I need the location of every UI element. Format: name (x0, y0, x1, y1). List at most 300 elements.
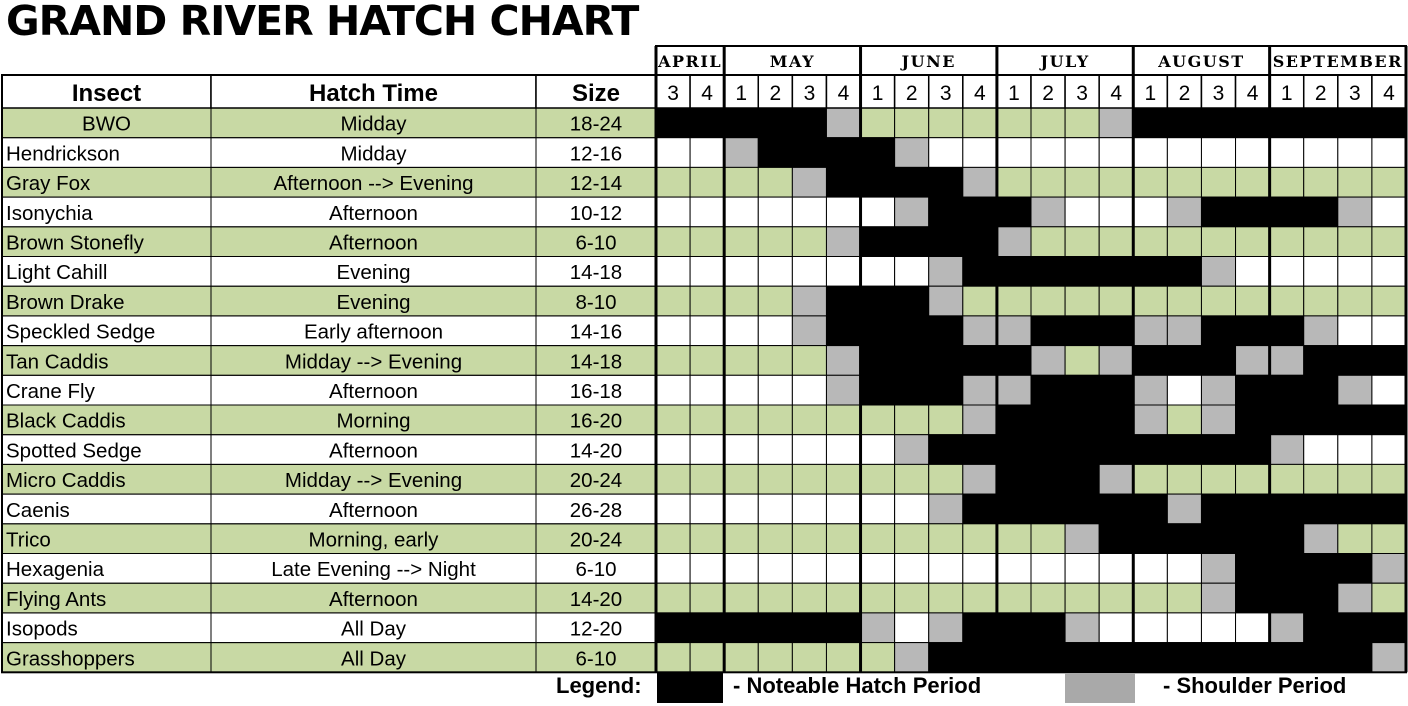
week-cell (1201, 643, 1235, 673)
week-cell (1031, 286, 1065, 316)
week-cell (1167, 494, 1201, 524)
hatch-time: Midday (340, 142, 407, 166)
week-cell (690, 138, 724, 168)
insect-name: Brown Stonefly (6, 231, 144, 255)
week-cell (1338, 138, 1372, 168)
week-cell (1304, 405, 1338, 435)
week-cell (1201, 286, 1235, 316)
week-cell (1338, 257, 1372, 287)
week-label: 1 (735, 82, 748, 105)
week-cell (895, 613, 929, 643)
week-cell (826, 464, 860, 494)
week-cell (758, 464, 792, 494)
hatch-time: Afternoon (329, 201, 418, 225)
insect-name: BWO (82, 112, 131, 136)
week-cell (1167, 583, 1201, 613)
hook-size: 6-10 (575, 647, 617, 671)
week-cell (929, 613, 963, 643)
week-cell (1031, 643, 1065, 673)
week-cell (997, 167, 1031, 197)
week-cell (1338, 346, 1372, 376)
week-cell (997, 197, 1031, 227)
week-cell (929, 108, 963, 138)
week-cell (1236, 138, 1270, 168)
week-cell (690, 316, 724, 346)
insect-name: Trico (6, 528, 51, 552)
week-cell (1236, 524, 1270, 554)
week-cell (1031, 346, 1065, 376)
week-cell (997, 464, 1031, 494)
week-cell (997, 583, 1031, 613)
week-cell (826, 583, 860, 613)
hatch-time: Late Evening --> Night (271, 558, 476, 582)
week-cell (1236, 108, 1270, 138)
week-cell (1201, 494, 1235, 524)
week-cell (792, 524, 826, 554)
week-cell (1270, 524, 1304, 554)
hatch-time: Afternoon (329, 380, 418, 403)
week-cell (1031, 435, 1065, 465)
month-label: APRIL (658, 52, 723, 71)
week-cell (792, 316, 826, 346)
column-header: Size (571, 80, 621, 107)
week-cell (1304, 494, 1338, 524)
week-cell (861, 554, 895, 584)
week-label: 2 (1314, 82, 1327, 105)
week-cell (1099, 583, 1133, 613)
hook-size: 8-10 (575, 290, 617, 314)
week-cell (656, 554, 690, 584)
hatch-time: Afternoon (329, 587, 418, 611)
week-cell (1236, 464, 1270, 494)
week-cell (724, 257, 758, 287)
week-cell (1270, 108, 1304, 138)
week-cell (1167, 138, 1201, 168)
week-cell (690, 108, 724, 138)
week-cell (1065, 554, 1099, 584)
week-cell (1133, 227, 1167, 257)
week-cell (1372, 643, 1406, 673)
week-cell (826, 524, 860, 554)
week-cell (1201, 167, 1235, 197)
week-cell (656, 346, 690, 376)
week-cell (690, 554, 724, 584)
week-cell (758, 583, 792, 613)
hook-size: 6-10 (575, 558, 617, 582)
week-cell (1201, 613, 1235, 643)
column-header: Insect (71, 80, 142, 107)
week-cell (826, 316, 860, 346)
week-cell (1065, 167, 1099, 197)
week-cell (1065, 643, 1099, 673)
week-cell (929, 435, 963, 465)
week-cell (1236, 167, 1270, 197)
legend-shoulder-swatch (1065, 673, 1135, 703)
week-cell (792, 435, 826, 465)
week-cell (1338, 494, 1372, 524)
week-cell (1201, 227, 1235, 257)
week-cell (861, 613, 895, 643)
week-cell (1236, 197, 1270, 227)
week-cell (1099, 375, 1133, 405)
week-cell (1031, 167, 1065, 197)
month-label: SEPTEMBER (1272, 52, 1403, 71)
insect-name: Isonychia (6, 201, 93, 225)
week-cell (656, 286, 690, 316)
week-cell (997, 494, 1031, 524)
week-cell (963, 257, 997, 287)
hook-size: 14-18 (569, 350, 623, 374)
week-cell (1304, 524, 1338, 554)
week-cell (1304, 108, 1338, 138)
week-cell (1338, 316, 1372, 346)
week-cell (1236, 375, 1270, 405)
hook-size: 6-10 (575, 231, 617, 255)
hatch-time: Afternoon (329, 439, 418, 463)
week-cell (1236, 613, 1270, 643)
week-label: 3 (803, 82, 816, 105)
week-cell (758, 197, 792, 227)
week-cell (1167, 197, 1201, 227)
week-cell (792, 583, 826, 613)
week-cell (963, 375, 997, 405)
week-cell (1236, 643, 1270, 673)
week-cell (690, 613, 724, 643)
week-cell (1304, 346, 1338, 376)
week-cell (1133, 375, 1167, 405)
insect-name: Spotted Sedge (6, 439, 142, 463)
week-cell (690, 257, 724, 287)
week-cell (929, 167, 963, 197)
week-cell (929, 405, 963, 435)
week-cell (1372, 524, 1406, 554)
week-cell (724, 643, 758, 673)
hatch-time: Early afternoon (303, 320, 444, 344)
week-cell (1099, 197, 1133, 227)
week-cell (1338, 108, 1372, 138)
week-cell (1201, 138, 1235, 168)
week-label: 3 (1076, 82, 1088, 105)
week-cell (1031, 375, 1065, 405)
week-label: 1 (1008, 82, 1020, 105)
week-cell (1270, 257, 1304, 287)
week-cell (792, 138, 826, 168)
week-cell (1304, 138, 1338, 168)
week-cell (895, 257, 929, 287)
week-cell (997, 435, 1031, 465)
week-cell (1338, 524, 1372, 554)
week-cell (997, 613, 1031, 643)
week-cell (1133, 257, 1167, 287)
week-cell (1236, 405, 1270, 435)
week-cell (1270, 286, 1304, 316)
week-cell (1236, 554, 1270, 584)
week-cell (1065, 227, 1099, 257)
week-cell (895, 108, 929, 138)
week-cell (656, 375, 690, 405)
hatch-time: Evening (336, 261, 411, 285)
week-cell (1304, 643, 1338, 673)
week-cell (963, 316, 997, 346)
hook-size: 14-20 (569, 587, 623, 611)
week-cell (1167, 286, 1201, 316)
week-cell (861, 405, 895, 435)
week-cell (1133, 346, 1167, 376)
week-cell (1372, 375, 1406, 405)
week-cell (758, 316, 792, 346)
week-cell (997, 108, 1031, 138)
week-cell (1372, 257, 1406, 287)
week-cell (792, 554, 826, 584)
insect-name: Caenis (6, 498, 70, 522)
legend-notable-swatch (657, 673, 723, 703)
week-cell (826, 494, 860, 524)
insect-name: Speckled Sedge (6, 320, 156, 344)
week-cell (997, 227, 1031, 257)
week-cell (1133, 405, 1167, 435)
week-cell (724, 524, 758, 554)
week-cell (1065, 375, 1099, 405)
week-cell (997, 524, 1031, 554)
week-cell (792, 257, 826, 287)
week-cell (724, 138, 758, 168)
week-cell (1270, 316, 1304, 346)
week-cell (861, 524, 895, 554)
week-cell (963, 138, 997, 168)
week-cell (758, 138, 792, 168)
week-cell (929, 554, 963, 584)
week-cell (656, 643, 690, 673)
week-cell (1031, 405, 1065, 435)
hatch-time: All Day (341, 647, 406, 671)
week-cell (826, 167, 860, 197)
week-cell (690, 435, 724, 465)
week-cell (895, 286, 929, 316)
week-cell (1201, 554, 1235, 584)
week-cell (1133, 108, 1167, 138)
week-cell (690, 227, 724, 257)
week-cell (1031, 227, 1065, 257)
week-cell (963, 108, 997, 138)
week-cell (826, 197, 860, 227)
week-cell (758, 257, 792, 287)
week-cell (1236, 316, 1270, 346)
week-cell (826, 613, 860, 643)
week-label: 4 (1110, 82, 1123, 105)
week-cell (758, 286, 792, 316)
week-cell (929, 464, 963, 494)
week-cell (724, 554, 758, 584)
week-cell (1099, 257, 1133, 287)
week-cell (895, 346, 929, 376)
week-cell (1133, 167, 1167, 197)
week-cell (861, 167, 895, 197)
week-cell (1372, 583, 1406, 613)
week-cell (792, 375, 826, 405)
week-cell (656, 524, 690, 554)
week-cell (1065, 405, 1099, 435)
week-cell (826, 257, 860, 287)
week-cell (826, 554, 860, 584)
week-cell (1270, 197, 1304, 227)
week-cell (1338, 583, 1372, 613)
week-label: 1 (871, 82, 884, 105)
week-cell (1133, 613, 1167, 643)
week-cell (1372, 227, 1406, 257)
week-cell (724, 405, 758, 435)
week-cell (895, 316, 929, 346)
week-cell (963, 613, 997, 643)
week-cell (1167, 554, 1201, 584)
week-cell (758, 405, 792, 435)
week-cell (1099, 643, 1133, 673)
week-cell (758, 494, 792, 524)
week-cell (758, 375, 792, 405)
week-label: 4 (837, 82, 850, 105)
week-cell (724, 316, 758, 346)
week-cell (861, 464, 895, 494)
week-cell (690, 643, 724, 673)
week-cell (1031, 138, 1065, 168)
week-cell (1338, 464, 1372, 494)
week-cell (1065, 316, 1099, 346)
week-cell (861, 435, 895, 465)
week-cell (758, 613, 792, 643)
week-cell (826, 108, 860, 138)
hatch-time: Afternoon --> Evening (273, 172, 474, 196)
week-cell (724, 494, 758, 524)
week-cell (1133, 138, 1167, 168)
week-cell (861, 346, 895, 376)
week-cell (1031, 613, 1065, 643)
week-cell (1099, 405, 1133, 435)
week-cell (861, 494, 895, 524)
week-cell (1338, 643, 1372, 673)
week-cell (1099, 167, 1133, 197)
week-cell (1099, 613, 1133, 643)
week-cell (1270, 435, 1304, 465)
week-cell (963, 554, 997, 584)
week-cell (724, 286, 758, 316)
week-cell (1133, 554, 1167, 584)
week-cell (1099, 108, 1133, 138)
week-cell (826, 138, 860, 168)
week-cell (656, 138, 690, 168)
week-label: 4 (1383, 82, 1395, 105)
week-cell (895, 138, 929, 168)
week-label: 3 (1349, 82, 1361, 105)
week-cell (1031, 554, 1065, 584)
week-cell (1133, 524, 1167, 554)
hook-size: 20-24 (569, 469, 623, 493)
week-cell (895, 464, 929, 494)
week-cell (1201, 108, 1235, 138)
week-cell (1338, 197, 1372, 227)
week-cell (1201, 257, 1235, 287)
week-cell (1065, 435, 1099, 465)
week-cell (963, 494, 997, 524)
week-cell (1031, 583, 1065, 613)
week-cell (1372, 554, 1406, 584)
week-cell (1201, 375, 1235, 405)
week-cell (1065, 613, 1099, 643)
week-cell (1201, 405, 1235, 435)
week-cell (1304, 464, 1338, 494)
week-cell (929, 227, 963, 257)
insect-name: Hexagenia (6, 558, 105, 582)
week-cell (1372, 464, 1406, 494)
week-cell (1133, 435, 1167, 465)
week-cell (656, 464, 690, 494)
week-cell (1270, 375, 1304, 405)
hook-size: 14-16 (569, 320, 623, 344)
week-cell (690, 197, 724, 227)
week-cell (1372, 494, 1406, 524)
week-cell (792, 643, 826, 673)
insect-name: Flying Ants (6, 587, 107, 611)
week-cell (963, 583, 997, 613)
week-cell (963, 643, 997, 673)
week-cell (1270, 227, 1304, 257)
week-cell (1133, 197, 1167, 227)
week-cell (1270, 464, 1304, 494)
week-cell (861, 643, 895, 673)
week-cell (1167, 227, 1201, 257)
week-cell (1338, 375, 1372, 405)
week-cell (997, 643, 1031, 673)
week-label: 3 (1212, 82, 1225, 105)
week-cell (1099, 286, 1133, 316)
week-cell (1236, 435, 1270, 465)
week-cell (656, 316, 690, 346)
week-cell (997, 554, 1031, 584)
week-cell (929, 583, 963, 613)
week-cell (1304, 167, 1338, 197)
week-cell (895, 554, 929, 584)
week-cell (997, 375, 1031, 405)
week-cell (963, 524, 997, 554)
week-cell (758, 643, 792, 673)
week-cell (1304, 257, 1338, 287)
week-label: 4 (1246, 82, 1259, 105)
week-cell (690, 346, 724, 376)
week-cell (656, 494, 690, 524)
week-cell (1338, 554, 1372, 584)
week-cell (1065, 583, 1099, 613)
week-cell (997, 257, 1031, 287)
week-cell (656, 257, 690, 287)
week-cell (1133, 286, 1167, 316)
week-cell (1133, 464, 1167, 494)
week-cell (792, 464, 826, 494)
insect-name: Isopods (6, 617, 78, 641)
week-cell (1372, 167, 1406, 197)
week-cell (1133, 316, 1167, 346)
week-cell (792, 286, 826, 316)
week-cell (997, 316, 1031, 346)
week-cell (1031, 197, 1065, 227)
insect-name: Hendrickson (6, 142, 120, 166)
week-cell (1167, 524, 1201, 554)
week-cell (1065, 108, 1099, 138)
week-cell (792, 167, 826, 197)
week-cell (1304, 613, 1338, 643)
week-cell (1167, 257, 1201, 287)
insect-name: Grasshoppers (6, 647, 135, 671)
week-cell (792, 197, 826, 227)
week-cell (1338, 167, 1372, 197)
week-cell (1338, 405, 1372, 435)
